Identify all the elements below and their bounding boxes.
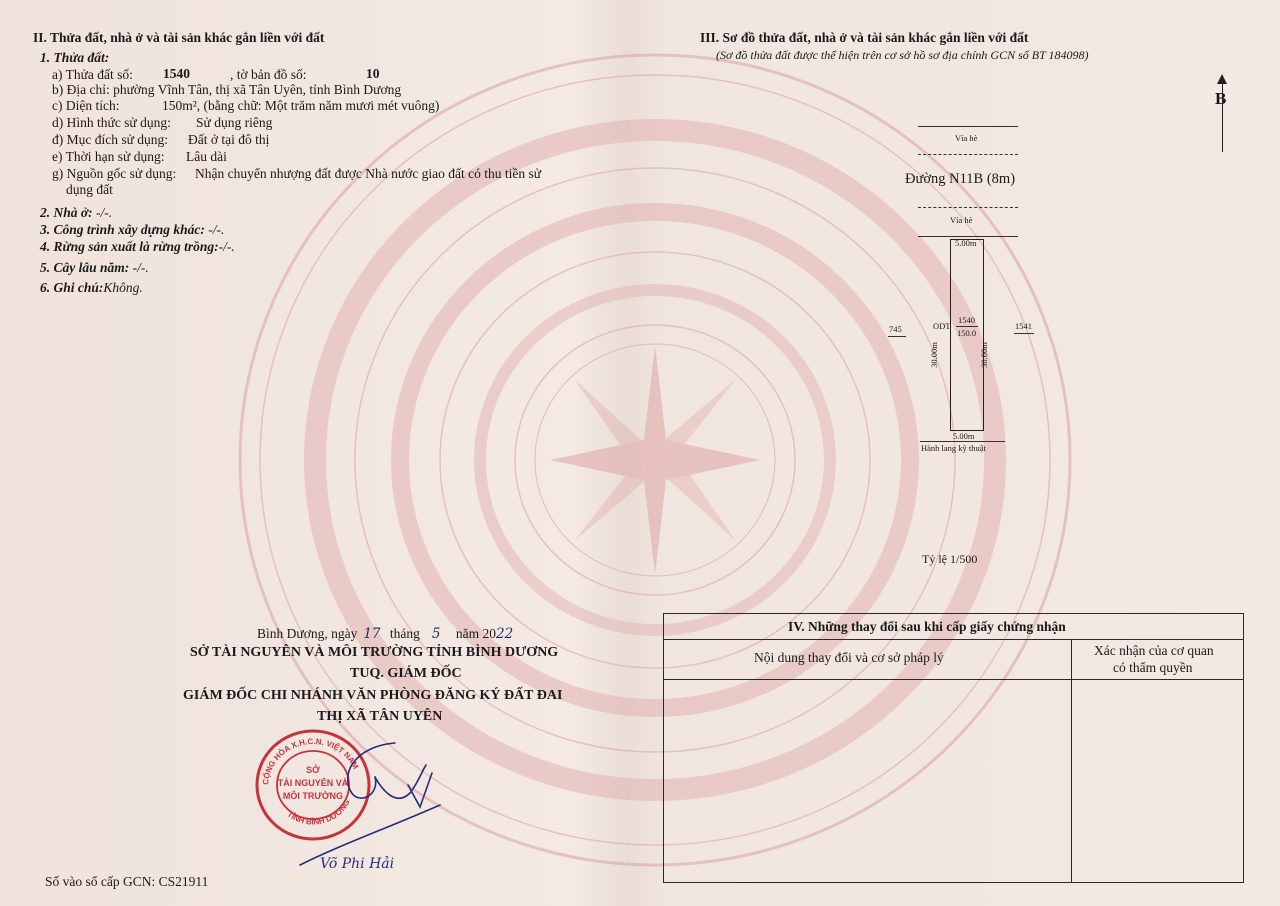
scale-label: Tỷ lệ 1/500 <box>922 552 978 566</box>
item-5-title: 5. Cây lâu năm: <box>40 260 130 275</box>
dim-left: 30.00m <box>928 342 939 368</box>
date-day: 17 <box>363 626 381 642</box>
signer-name: Võ Phi Hải <box>320 856 395 872</box>
changes-table-title-row <box>664 614 1243 640</box>
usage-origin-value-line1: Nhận chuyển nhượng đất được Nhà nước giao đất có thu tiền sử <box>195 166 542 181</box>
road-curb-bottom <box>918 207 1018 208</box>
section-3-note: (Sơ đồ thửa đất được thể hiện trên cơ sở hồ sơ địa chính GCN số BT 184098) <box>716 48 1089 62</box>
item-6-title: 6. Ghi chú: <box>40 280 104 295</box>
year-label: năm 20 <box>455 626 496 641</box>
org-line-2: TUQ. GIÁM ĐỐC <box>350 666 462 681</box>
item-4-title: 4. Rừng sản xuất là rừng trồng: <box>40 239 219 254</box>
neighbor-left-underline <box>888 336 906 337</box>
north-arrow-icon <box>1217 74 1227 84</box>
date-month: 5 <box>431 626 441 642</box>
road-edge-bottom <box>918 236 1018 237</box>
gcn-register <box>45 874 208 890</box>
usage-form-value: Sử dụng riêng <box>196 115 273 130</box>
date-year: 22 <box>495 626 514 642</box>
item-3-value: -/-. <box>208 222 225 237</box>
gcn-register-label: Số vào sổ cấp GCN: <box>45 874 156 889</box>
date-prefix: Bình Dương, ngày <box>257 626 358 641</box>
item-1-title: 1. Thửa đất: <box>40 50 110 65</box>
changes-table-header-row <box>664 639 1243 680</box>
item-2 <box>40 205 112 221</box>
item-2-value: -/-. <box>96 205 113 220</box>
month-label: tháng <box>389 626 420 641</box>
north-arrow-shaft <box>1222 76 1223 152</box>
north-label: B <box>1215 89 1227 108</box>
col-changes-header: Nội dung thay đổi và cơ sở pháp lý <box>754 650 944 665</box>
plot-parcel-number: 1540 <box>958 315 975 325</box>
usage-purpose-label: đ) Mục đích sử dụng: <box>52 132 169 147</box>
map-sheet-label: , tờ bản đồ số: <box>230 67 307 82</box>
col-confirm-header-1: Xác nhận của cơ quan <box>1094 643 1214 658</box>
area-label: c) Diện tích: <box>52 98 120 113</box>
dim-right: 30.00m <box>978 342 989 368</box>
parcel-number-label: a) Thửa đất số: <box>52 67 133 82</box>
signing-date <box>257 626 513 642</box>
item-6-value: Không. <box>103 280 143 295</box>
changes-table-divider <box>1071 639 1072 882</box>
org-line-3: GIÁM ĐỐC CHI NHÁNH VĂN PHÒNG ĐĂNG KÝ ĐẤT ĐAI <box>183 688 563 703</box>
corridor-line <box>920 441 1005 442</box>
item-4-value: -/-. <box>218 239 235 254</box>
section-4-title: IV. Những thay đổi sau khi cấp giấy chứng nhận <box>788 619 1066 634</box>
neighbor-left: 745 <box>889 324 902 334</box>
org-line-1: SỞ TÀI NGUYÊN VÀ MÔI TRƯỜNG TỈNH BÌNH DƯƠNG <box>190 645 559 660</box>
section-3-title: III. Sơ đồ thửa đất, nhà ở và tài sản khác gắn liền với đất <box>700 30 1029 45</box>
dim-top: 5.00m <box>955 238 977 248</box>
neighbor-right-underline <box>1014 333 1034 334</box>
address-line: b) Địa chỉ: phường Vĩnh Tân, thị xã Tân Uyên, tỉnh Bình Dương <box>52 82 402 97</box>
land-type: ODT <box>933 321 951 331</box>
item-3 <box>40 222 224 238</box>
item-5 <box>40 260 149 276</box>
changes-table <box>663 613 1244 883</box>
area-value: 150m², (bằng chữ: Một trăm năm mươi mét vuông) <box>162 98 440 113</box>
item-3-title: 3. Công trình xây dựng khác: <box>40 222 205 237</box>
stamp-center-2: TÀI NGUYÊN VÀ <box>277 778 349 788</box>
item-2-title: 2. Nhà ở: <box>40 205 93 220</box>
road-name: Đường N11B (8m) <box>905 171 1016 187</box>
dim-bottom: 5.00m <box>953 431 975 441</box>
road-edge-top <box>918 126 1018 127</box>
usage-term-label: e) Thời hạn sử dụng: <box>52 149 165 164</box>
plot-area: 150.0 <box>957 328 977 338</box>
neighbor-right: 1541 <box>1015 321 1032 331</box>
handwritten-signature <box>277 735 460 875</box>
col-confirm-header-2: có thẩm quyền <box>1113 660 1193 675</box>
stamp-ring-text: CỘNG HÒA X.H.C.N. VIỆT NAM <box>260 736 361 786</box>
corridor-label: Hành lang kỹ thuật <box>921 443 986 453</box>
item-4 <box>40 239 235 255</box>
org-line-4: THỊ XÃ TÂN UYÊN <box>317 709 443 724</box>
usage-form-label: d) Hình thức sử dụng: <box>52 115 171 130</box>
road-curb-top <box>918 154 1018 155</box>
usage-term-value: Lâu dài <box>186 149 227 164</box>
parcel-number: 1540 <box>163 66 190 81</box>
usage-origin-value-line2: dụng đất <box>66 182 113 197</box>
via-he-top: Vỉa hè <box>955 133 978 143</box>
stamp-ring-bottom-text: TỈNH BÌNH DƯƠNG <box>285 798 352 827</box>
stamp-center-3: MÔI TRƯỜNG <box>282 791 344 801</box>
plot-fraction-line <box>956 326 978 327</box>
section-2-title: II. Thửa đất, nhà ở và tài sản khác gắn liền với đất <box>33 30 325 45</box>
gcn-register-number: CS21911 <box>158 874 209 889</box>
usage-origin-label: g) Nguồn gốc sử dụng: <box>52 166 177 181</box>
usage-purpose-value: Đất ở tại đô thị <box>188 132 270 147</box>
via-he-bottom: Vỉa hè <box>950 215 973 225</box>
stamp-center-1: SỞ <box>306 765 320 775</box>
item-5-value: -/-. <box>132 260 149 275</box>
item-6 <box>40 280 143 296</box>
map-sheet-number: 10 <box>366 66 380 81</box>
